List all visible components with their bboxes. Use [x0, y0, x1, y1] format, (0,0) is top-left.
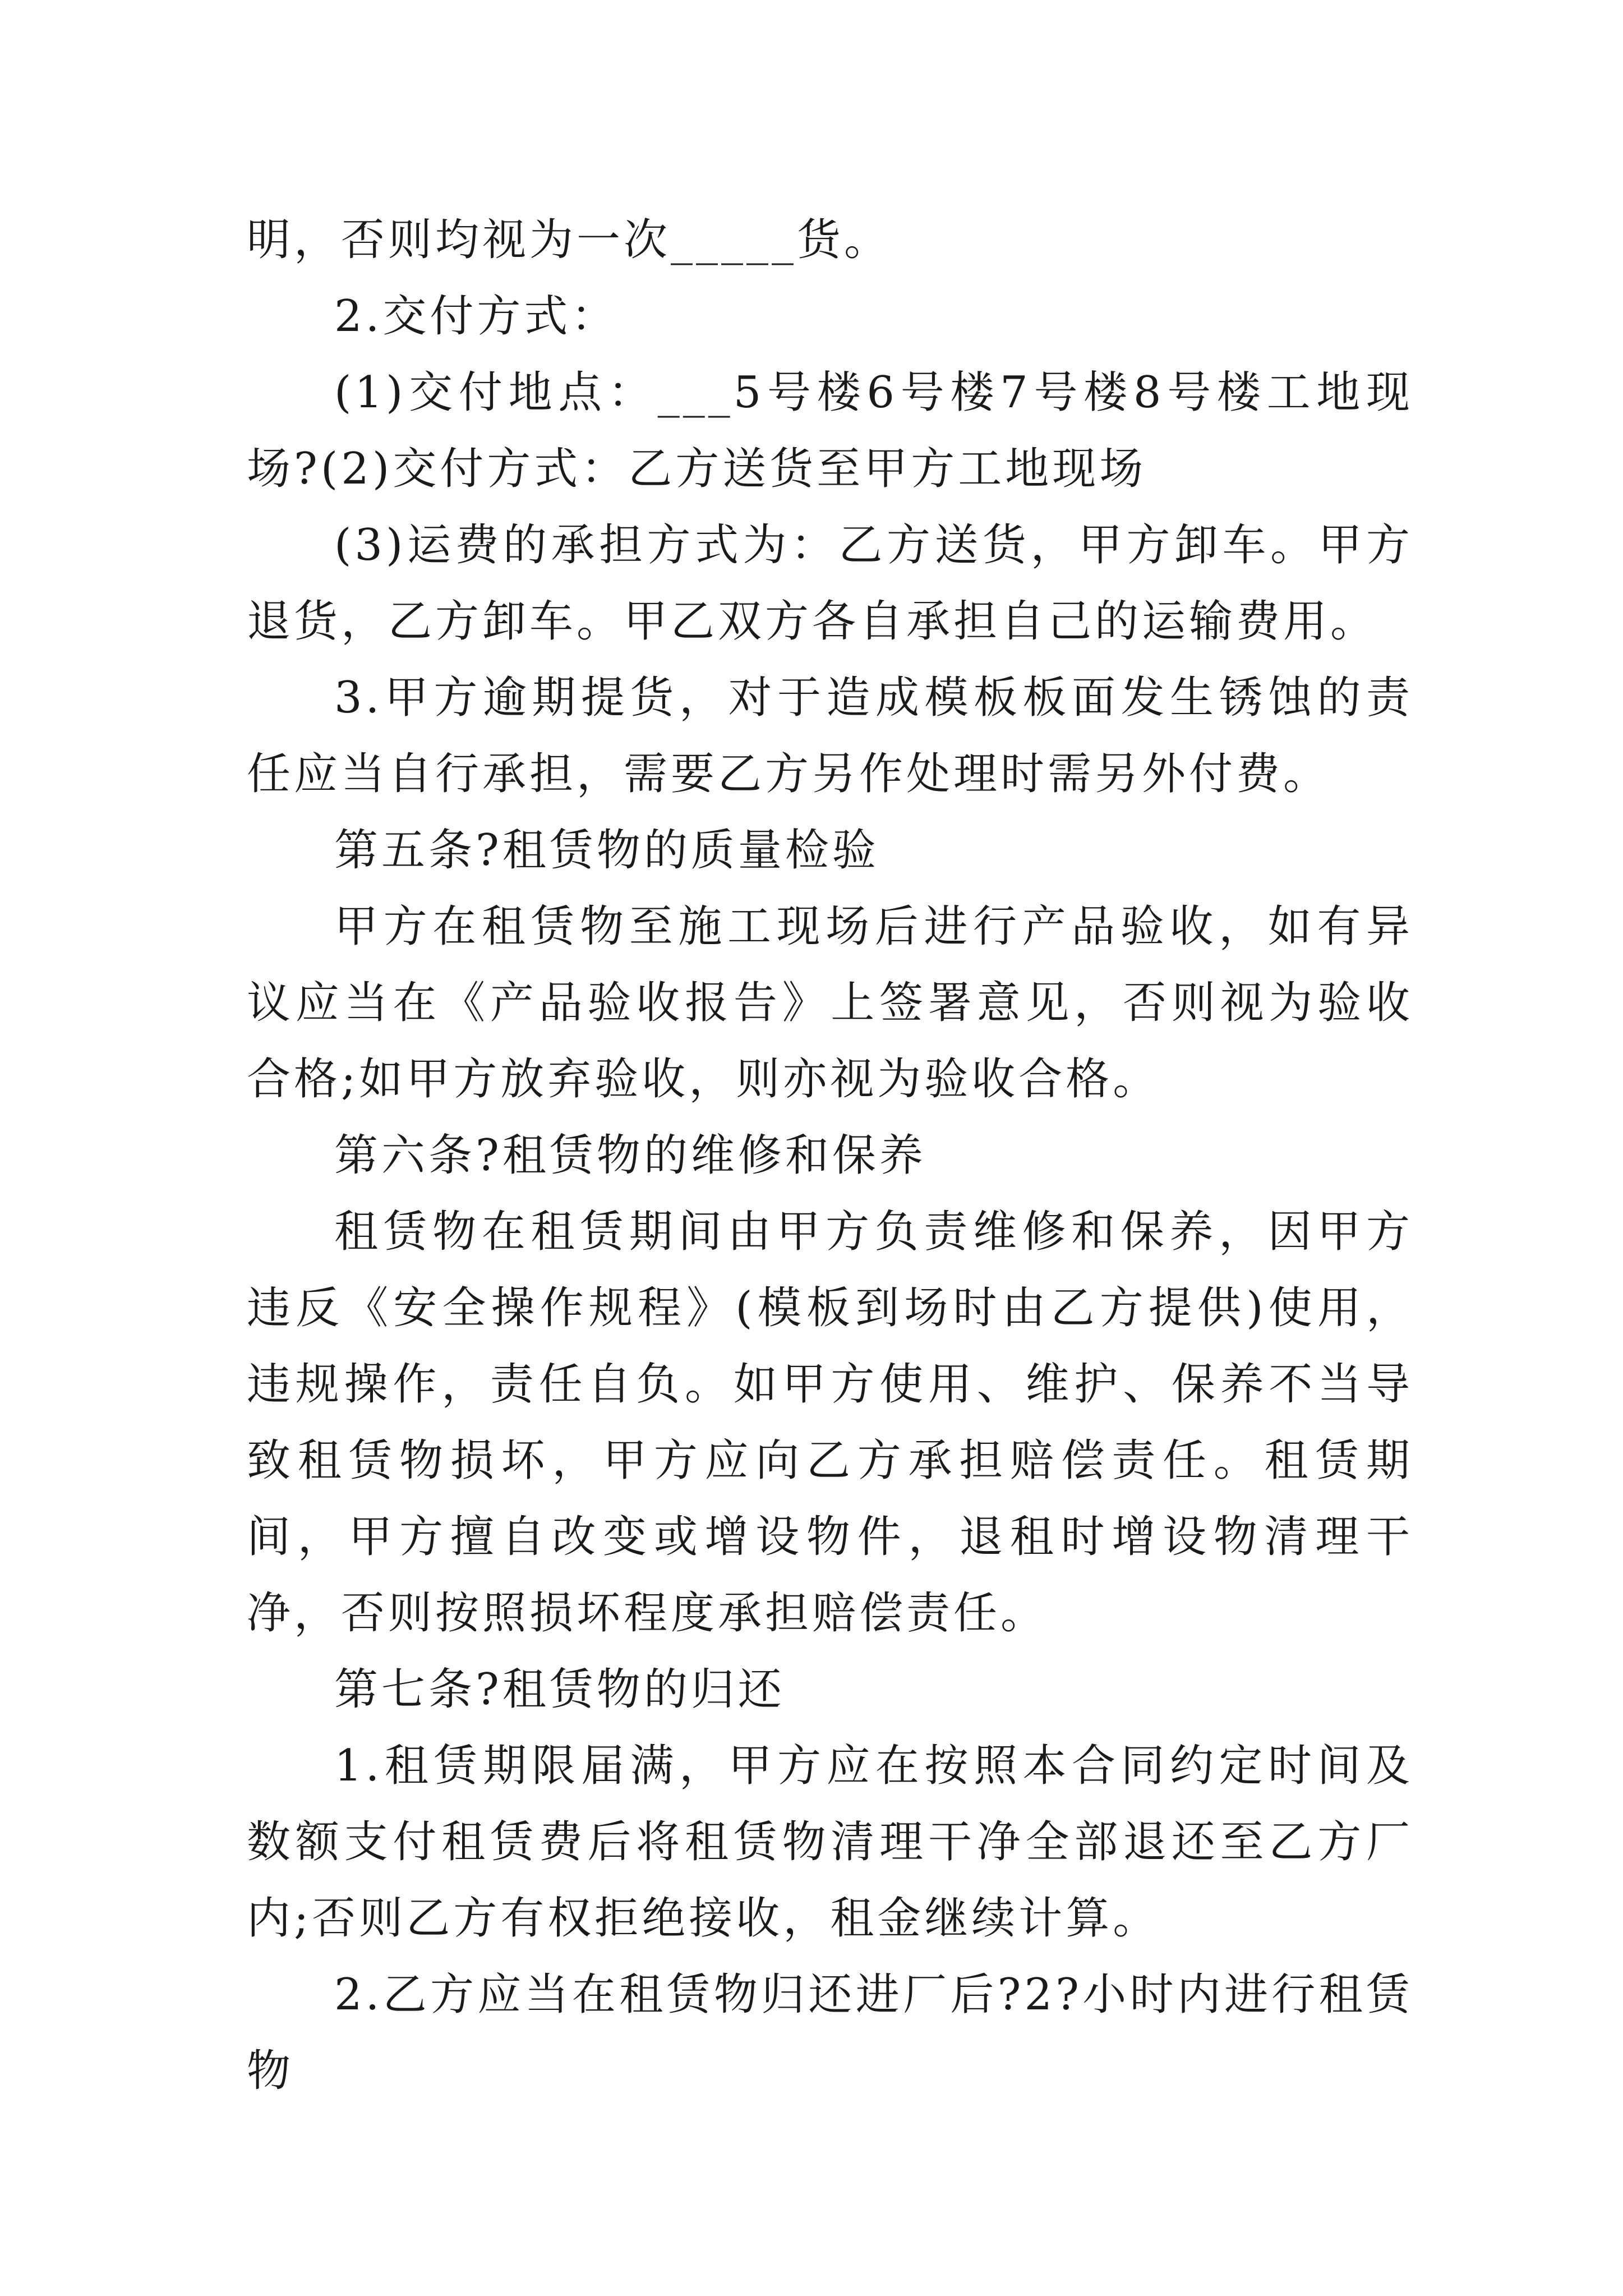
paragraph-maintenance: 租赁物在租赁期间由甲方负责维修和保养，因甲方违反《安全操作规程》(模板到场时由乙方提供)使用，违规操作，责任自负。如甲方使用、维护、保养不当导致租赁物损坏，甲方应向乙方承担赔偿责任。租赁期间，甲方擅自改变或增设物件，退租时增设物清理干净，否则按照损坏程度承担赔偿责任。: [247, 1207, 1413, 1639]
paragraph-freight: (3)运费的承担方式为：乙方送货，甲方卸车。甲方退货，乙方卸车。甲乙双方各自承担自己的运输费用。: [247, 520, 1413, 647]
contract-body: [247, 202, 1413, 2109]
paragraph-quality-inspection: 甲方在租赁物至施工现场后进行产品验收，如有异议应当在《产品验收报告》上签署意见，否则视为验收合格;如甲方放弃验收，则亦视为验收合格。: [247, 901, 1413, 1105]
paragraph-delivery-location: (1)交付地点：___5号楼6号楼7号楼8号楼工地现场?(2)交付方式：乙方送货至甲方工地现场: [247, 367, 1413, 494]
paragraph-delivery-note: 明，否则均视为一次_____货。: [247, 215, 892, 265]
heading-article-6: 第六条?租赁物的维修和保养: [334, 1130, 926, 1181]
paragraph-overdue-pickup: 3.甲方逾期提货，对于造成模板板面发生锈蚀的责任应当自行承担，需要乙方另作处理时需另外付费。: [247, 673, 1413, 799]
heading-article-5: 第五条?租赁物的质量检验: [334, 825, 879, 876]
paragraph-return-2: 2.乙方应当在租赁物归还进厂后?2?小时内进行租赁物: [247, 1970, 1413, 2096]
paragraph-return-1: 1.租赁期限届满，甲方应在按照本合同约定时间及数额支付租赁费后将租赁物清理干净全部退还至乙方厂内;否则乙方有权拒绝接收，租金继续计算。: [247, 1741, 1413, 1944]
paragraph-delivery-method-heading: 2.交付方式：: [334, 291, 619, 342]
heading-article-7: 第七条?租赁物的归还: [334, 1664, 785, 1715]
